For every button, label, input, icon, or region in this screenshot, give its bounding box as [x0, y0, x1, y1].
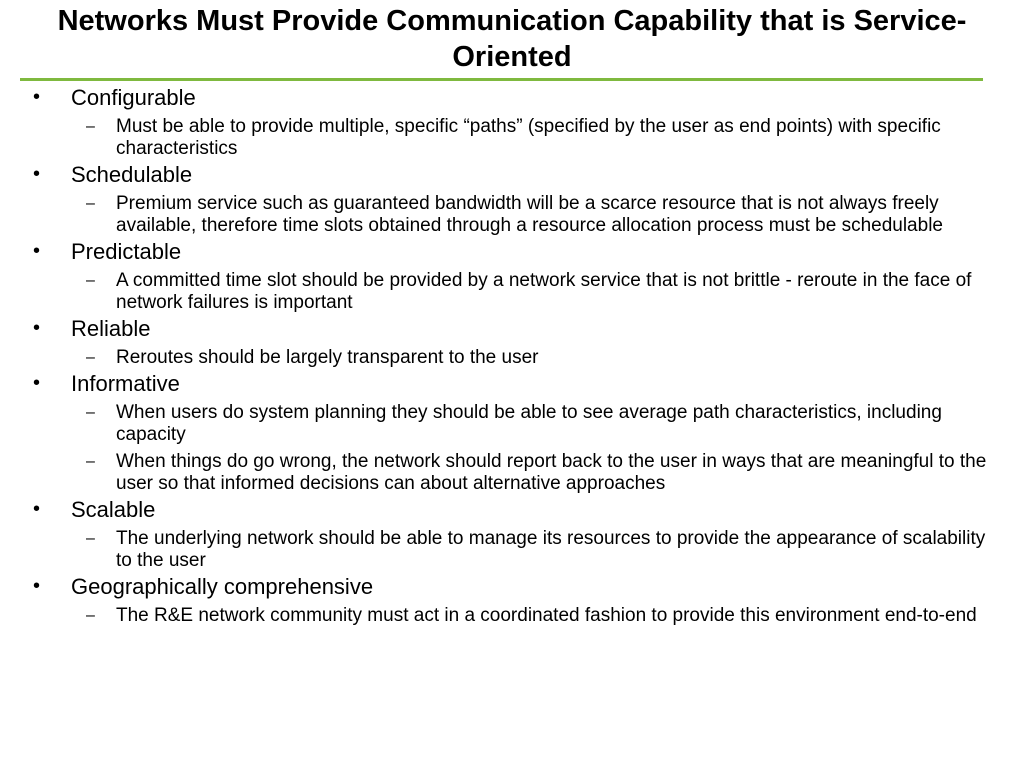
- sub-bullet-dash-icon: –: [86, 349, 95, 366]
- sub-bullet-item: [0, 528, 1024, 572]
- sub-bullet-dash-icon: –: [86, 118, 95, 135]
- sub-bullet-item: [0, 402, 1024, 446]
- bullet-label: Configurable: [71, 85, 196, 110]
- bullet-dot-icon: •: [33, 498, 41, 520]
- sub-bullet-item: [0, 347, 1024, 369]
- sub-bullet-dash-icon: –: [86, 607, 95, 624]
- bullet-group: [0, 315, 1024, 369]
- sub-bullet-text: Reroutes should be largely transparent to the user: [116, 347, 539, 368]
- sub-bullet-dash-icon: –: [86, 453, 95, 470]
- bullet-item: [0, 315, 1024, 342]
- bullet-item: [0, 161, 1024, 188]
- bullet-group: [0, 370, 1024, 495]
- bullet-label: Predictable: [71, 239, 182, 264]
- bullet-label: Schedulable: [71, 162, 193, 187]
- bullet-list: [0, 83, 1024, 628]
- bullet-group: [0, 84, 1024, 160]
- sub-bullet-dash-icon: –: [86, 195, 95, 212]
- bullet-label: Reliable: [71, 316, 151, 341]
- sub-bullet-text: The underlying network should be able to manage its resources to provide the appearance of scalability to the user: [116, 528, 986, 571]
- bullet-group: [0, 161, 1024, 237]
- title-divider: [20, 78, 983, 81]
- sub-bullet-dash-icon: –: [86, 530, 95, 547]
- sub-bullet-item: [0, 270, 1024, 314]
- sub-bullet-dash-icon: –: [86, 272, 95, 289]
- bullet-dot-icon: •: [33, 240, 41, 262]
- sub-bullet-text: When things do go wrong, the network should report back to the user in ways that are meaningful to the user so that informed decisions can about alternative approaches: [116, 451, 987, 494]
- sub-bullet-text: Must be able to provide multiple, specific “paths” (specified by the user as end points) with specific characteristics: [116, 116, 941, 159]
- sub-bullet-text: When users do system planning they should be able to see average path characteristics, including capacity: [116, 402, 942, 445]
- bullet-item: [0, 370, 1024, 397]
- sub-bullet-item: [0, 605, 1024, 627]
- sub-bullet-item: [0, 193, 1024, 237]
- bullet-dot-icon: •: [33, 372, 41, 394]
- sub-bullet-text: A committed time slot should be provided by a network service that is not brittle - reroute in the face of network failures is important: [116, 270, 972, 313]
- bullet-label: Geographically comprehensive: [71, 574, 374, 599]
- bullet-dot-icon: •: [33, 575, 41, 597]
- bullet-group: [0, 573, 1024, 627]
- bullet-label: Scalable: [71, 497, 156, 522]
- bullet-item: [0, 496, 1024, 523]
- sub-bullet-item: [0, 116, 1024, 160]
- slide-title: Networks Must Provide Communication Capability that is Service-Oriented: [57, 5, 967, 73]
- bullet-dot-icon: •: [33, 317, 41, 339]
- bullet-dot-icon: •: [33, 163, 41, 185]
- bullet-group: [0, 496, 1024, 572]
- bullet-item: [0, 238, 1024, 265]
- sub-bullet-dash-icon: –: [86, 404, 95, 421]
- sub-bullet-text: Premium service such as guaranteed bandwidth will be a scarce resource that is not always freely available, therefore time slots obtained through a resource allocation process must be schedulable: [116, 193, 943, 236]
- bullet-label: Informative: [71, 371, 180, 396]
- bullet-group: [0, 238, 1024, 314]
- sub-bullet-text: The R&E network community must act in a coordinated fashion to provide this environment end-to-end: [116, 605, 977, 626]
- bullet-item: [0, 573, 1024, 600]
- bullet-item: [0, 84, 1024, 111]
- bullet-dot-icon: •: [33, 86, 41, 108]
- sub-bullet-item: [0, 451, 1024, 495]
